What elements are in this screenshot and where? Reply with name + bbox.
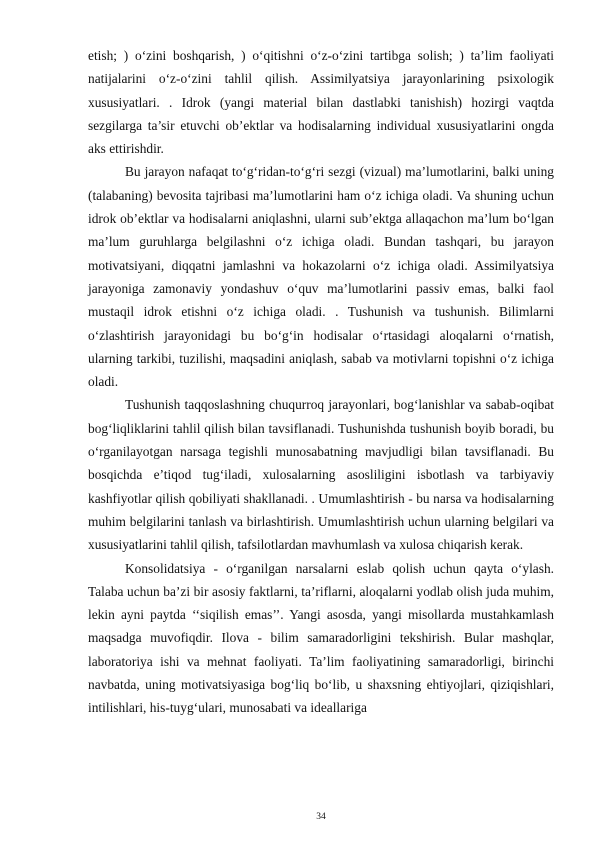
paragraph-1: etish; ) o‘zini boshqarish, ) o‘qitishni o‘z-o‘zini tartibga solish; ) ta’lim faoliyati natijalarini o‘z-o‘zini tahlil qilish. Assimilyatsiya jarayonlarining psixologik xususiyatlari. . Idrok (yangi material bilan dastlabki tanishish) hozirgi vaqtda sezgilarga ta’sir etuvchi ob’ektlar va hodisalarning individual xususiyatlarini ongda aks ettirishdir. — [88, 48, 554, 157]
page-number: 34 — [316, 812, 326, 822]
document-page — [88, 44, 554, 720]
paragraph-4: Konsolidatsiya - o‘rganilgan narsalarni eslab qolish uchun qayta o‘ylash. Talaba uchun ba’zi bir asosiy faktlarni, ta’riflarni, aloqalarni yodlab olish juda muhim, lekin ayni paytda ‘‘siqilish emas’’. Yangi asosda, yangi misollarda mustahkamlash maqsadga muvofiqdir. Ilova - bilim samaradorligini tekshirish. Bular mashqlar, laboratoriya ishi va mehnat faoliyati. Ta’lim faoliyatining samaradorligi, birinchi navbatda, uning motivatsiyasiga bog‘liq bo‘lib, u shaxsning ehtiyojlari, qiziqishlari, intilishlari, his-tuyg‘ulari, munosabati va ideallariga — [88, 560, 554, 716]
paragraph-2: Bu jarayon nafaqat to‘g‘ridan-to‘g‘ri sezgi (vizual) ma’lumotlarini, balki uning (talabaning) bevosita tajribasi ma’lumotlarini ham o‘z ichiga oladi. Va shuning uchun idrok ob’ektlar va hodisalarni aniqlashni, ularni sub’ektga allaqachon ma’lum bo‘lgan ma’lum guruhlarga belgilashni o‘z ichiga oladi. Bundan tashqari, bu jarayon motivatsiyani, diqqatni jamlashni va hokazolarni o‘z ichiga oladi. Assimilyatsiya jarayoniga zamonaviy yondashuv o‘quv ma’lumotlarini passiv emas, balki faol mustaqil idrok etishni o‘z ichiga oladi. . Tushunish va tushunish. Bilimlarni o‘zlashtirish jarayonidagi bu bo‘g‘in hodisalar o‘rtasidagi aloqalarni o‘rnatish, ularning tarkibi, tuzilishi, maqsadini aniqlash, sabab va motivlarni topishni o‘z ichiga oladi. — [88, 164, 554, 390]
paragraph-3: Tushunish taqqoslashning chuqurroq jarayonlari, bog‘lanishlar va sabab-oqibat bog‘liqliklarini tahlil qilish bilan tavsiflanadi. Tushunishda tushunish boyib boradi, bu o‘rganilayotgan narsaga tegishli munosabatning mavjudligi bilan tavsiflanadi. Bu bosqichda e’tiqod tug‘iladi, xulosalarning asosliligini isbotlash va tarbiyaviy kashfiyotlar qilish qobiliyati shakllanadi. . Umumlashtirish - bu narsa va hodisalarning muhim belgilarini tanlash va birlashtirish. Umumlashtirish uchun ularning belgilari va xususiyatlarini tahlil qilish, tafsilotlardan mavhumlash va xulosa chiqarish kerak. — [88, 397, 554, 553]
